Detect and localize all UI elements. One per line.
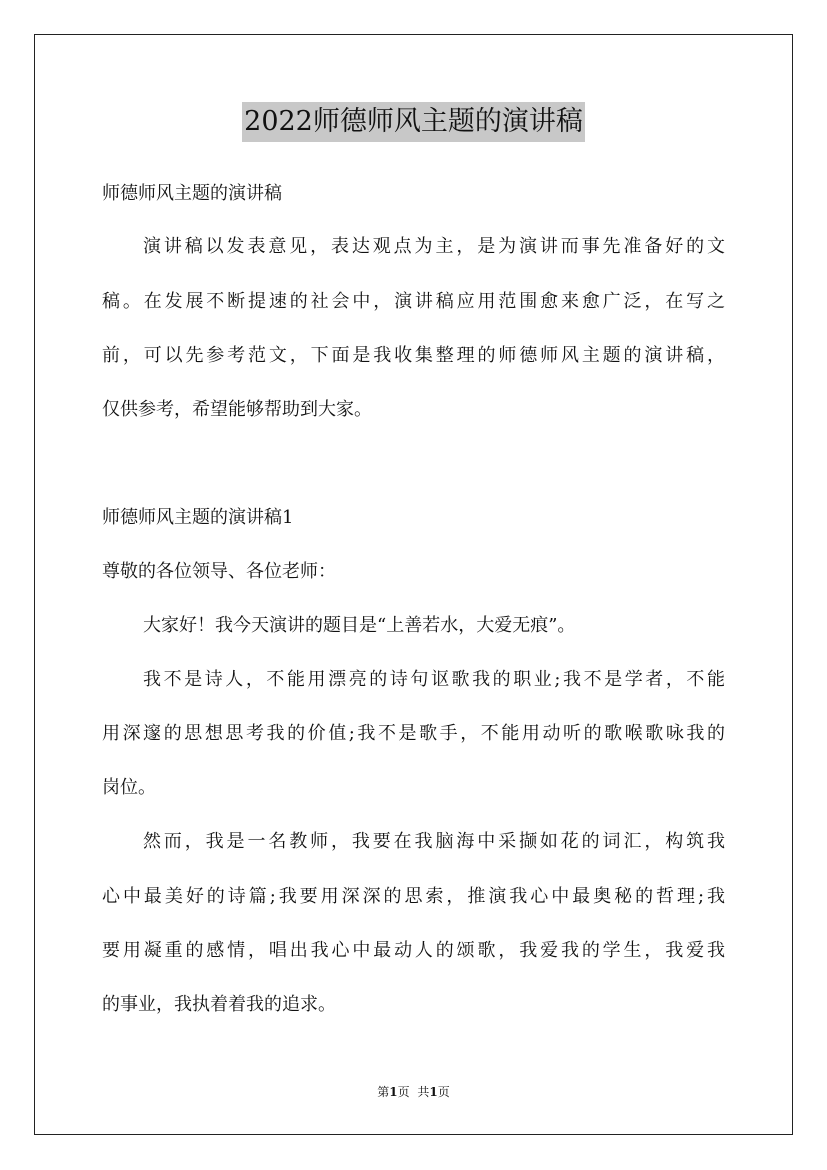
paragraph-3-line-4: 的事业，我执着着我的追求。 — [102, 994, 336, 1015]
paragraph-2-line-1: 我不是诗人，不能用漂亮的诗句讴歌我的职业;我不是学者，不能 — [143, 669, 725, 690]
paragraph-3-line-1: 然而，我是一名教师，我要在我脑海中采撷如花的词汇，构筑我 — [143, 831, 725, 852]
paragraph-3-line-3: 要用凝重的感情，唱出我心中最动人的颂歌，我爱我的学生，我爱我 — [102, 940, 725, 961]
footer-total-prefix: 共 — [417, 1085, 430, 1099]
salutation: 尊敬的各位领导、各位老师： — [102, 561, 336, 582]
intro-line-2: 稿。在发展不断提速的社会中，演讲稿应用范围愈来愈广泛，在写之 — [102, 291, 725, 312]
intro-line-3: 前，可以先参考范文，下面是我收集整理的师德师风主题的演讲稿， — [102, 345, 725, 366]
paragraph-3-line-2: 心中最美好的诗篇;我要用深深的思索，推演我心中最奥秘的哲理;我 — [102, 886, 725, 907]
footer-page-prefix: 第 — [377, 1085, 390, 1099]
footer-total-suffix: 页 — [437, 1085, 450, 1099]
paragraph-2-line-3: 岗位。 — [102, 777, 156, 798]
page-footer — [0, 1084, 827, 1100]
footer-page-number: 1 — [389, 1085, 398, 1099]
paragraph-2-line-2: 用深邃的思想思考我的价值;我不是歌手，不能用动听的歌喉歌咏我的 — [102, 723, 725, 744]
footer-page-suffix: 页 — [397, 1085, 410, 1099]
intro-line-1: 演讲稿以发表意见，表达观点为主，是为演讲而事先准备好的文 — [143, 236, 725, 257]
document-title: 2022师德师风主题的演讲稿 — [242, 102, 585, 142]
intro-line-4: 仅供参考，希望能够帮助到大家。 — [102, 399, 372, 420]
paragraph-1: 大家好！我今天演讲的题目是“上善若水，大爱无痕”。 — [143, 615, 576, 636]
footer-total-number: 1 — [429, 1085, 438, 1099]
title-wrap — [0, 102, 827, 142]
document-subtitle: 师德师风主题的演讲稿 — [102, 183, 282, 204]
section-heading: 师德师风主题的演讲稿1 — [102, 507, 294, 528]
